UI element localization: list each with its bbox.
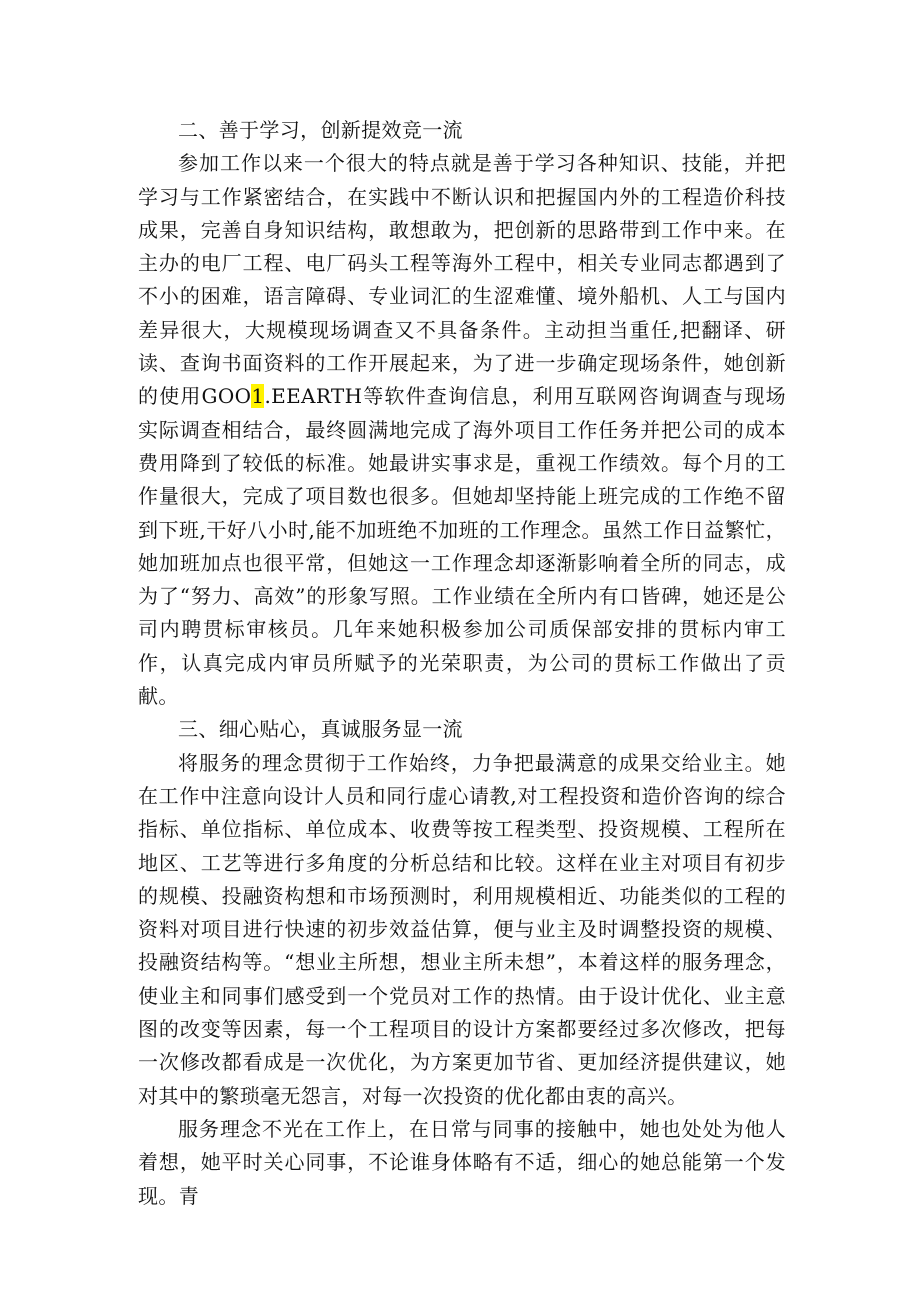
- section-heading-3: 三、细心贴心，真诚服务显一流: [178, 717, 463, 742]
- paragraph-colleagues: 服务理念不光在工作上，在日常与同事的接触中，她也处处为他人着想，她平时关心同事，不论谁身体略有不适，细心的她总能第一个发现。青: [138, 1116, 786, 1208]
- paragraph-learning-text-2: .EEARTH等软件查询信息，利用互联网咨询调查与现场实际调查相结合，最终圆满地完成了海外项目工作任务并把公司的成本费用降到了较低的标准。她最讲实事求是，重视工作绩效。每个月的工作量很大，完成了项目数也很多。但她却坚持能上班完成的工作绝不留到下班,干好八小时,能不加班绝不加班的工作理念。虽然工作日益繁忙，她加班加点也很平常，但她这一工作理念却逐渐影响着全所的同志，成为了“努力、高效”的形象写照。工作业绩在全所内有口皆碑，她还是公司内聘贯标审核员。几年来她积极参加公司质保部安排的贯标内审工作，认真完成内审员所赋予的光荣职责，为公司的贯标工作做出了贡献。: [138, 384, 786, 709]
- paragraph-learning: [138, 147, 786, 713]
- paragraph-service: 将服务的理念贯彻于工作始终，力争把最满意的成果交给业主。她在工作中注意向设计人员和同行虚心请教,对工程投资和造价咨询的综合指标、单位指标、单位成本、收费等按工程类型、投资规模、工程所在地区、工艺等进行多角度的分析总结和比较。这样在业主对项目有初步的规模、投融资构想和市场预测时，利用规模相近、功能类似的工程的资料对项目进行快速的初步效益估算，便与业主及时调整投资的规模、投融资结构等。“想业主所想，想业主所未想”，本着这样的服务理念，使业主和同事们感受到一个党员对工作的热情。由于设计优化、业主意图的改变等因素，每一个工程项目的设计方案都要经过多次修改，把每一次修改都看成是一次优化，为方案更加节省、更加经济提供建议，她对其中的繁琐毫无怨言，对每一次投资的优化都由衷的高兴。: [138, 750, 786, 1108]
- section-heading-2: 二、善于学习，创新提效竞一流: [178, 118, 463, 142]
- paragraph-learning-text-1: 参加工作以来一个很大的特点就是善于学习各种知识、技能，并把学习与工作紧密结合，在实践中不断认识和把握国内外的工程造价科技成果，完善自身知识结构，敢想敢为，把创新的思路带到工作中来。在主办的电厂工程、电厂码头工程等海外工程中，相关专业同志都遇到了不小的困难，语言障碍、专业词汇的生涩难懂、境外船机、人工与国内差异很大，大规模现场调查又不具备条件。主动担当重任,把翻译、研读、查询书面资料的工作开展起来，为了进一步确定现场条件，她创新的使用GOO: [138, 151, 786, 409]
- highlighted-text: 1: [251, 384, 265, 409]
